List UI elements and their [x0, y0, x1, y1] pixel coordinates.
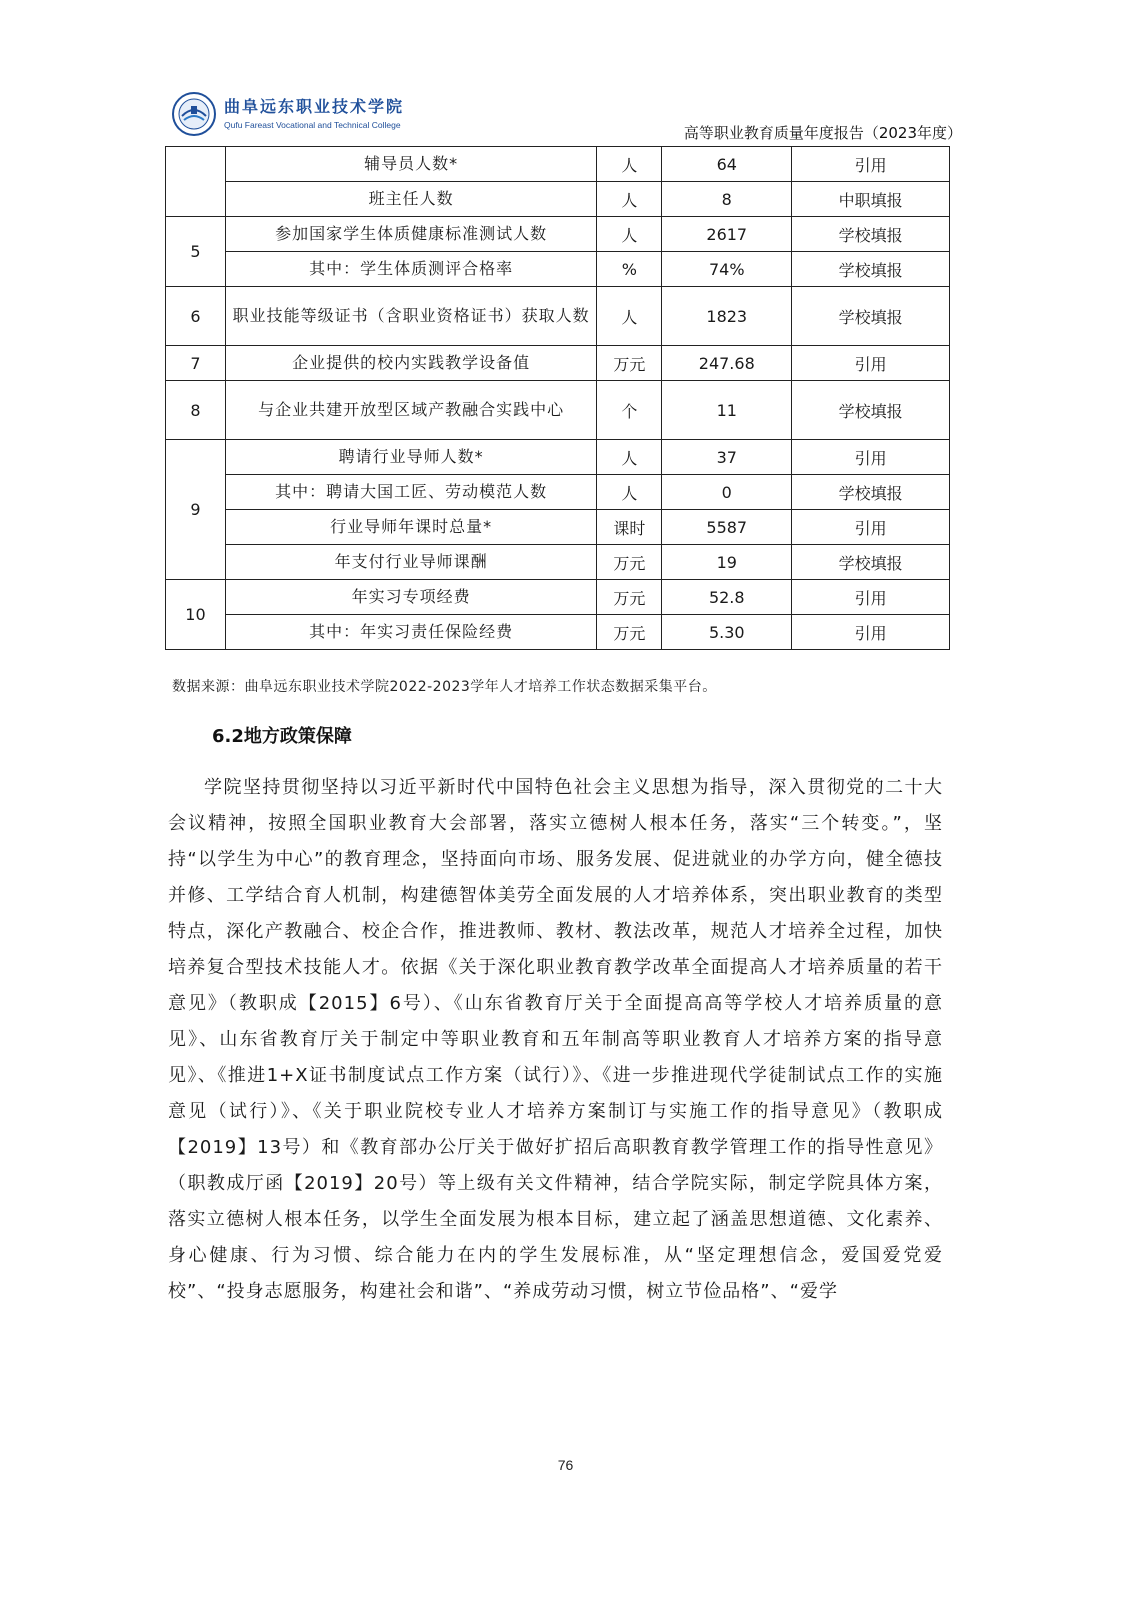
- row-number-cell: 10: [166, 580, 226, 650]
- row-number-cell: 8: [166, 381, 226, 440]
- source-cell: 引用: [792, 346, 950, 381]
- statistics-table: [165, 146, 950, 650]
- item-cell: 其中：学生体质测评合格率: [225, 252, 596, 287]
- value-cell: 52.8: [662, 580, 792, 615]
- college-name-en: Qufu Fareast Vocational and Technical College: [224, 120, 401, 130]
- unit-cell: 人: [597, 475, 662, 510]
- unit-cell: 万元: [597, 545, 662, 580]
- row-number-cell: [166, 147, 226, 217]
- table-row: [166, 147, 950, 182]
- row-number-cell: 9: [166, 440, 226, 580]
- source-cell: 学校填报: [792, 381, 950, 440]
- table-row: [166, 217, 950, 252]
- source-cell: 学校填报: [792, 252, 950, 287]
- unit-cell: %: [597, 252, 662, 287]
- item-cell: 年支付行业导师课酬: [225, 545, 596, 580]
- value-cell: 5.30: [662, 615, 792, 650]
- table-row: [166, 287, 950, 346]
- source-cell: 学校填报: [792, 287, 950, 346]
- item-cell: 辅导员人数*: [225, 147, 596, 182]
- value-cell: 37: [662, 440, 792, 475]
- data-source-note: 数据来源：曲阜远东职业技术学院2022-2023学年人才培养工作状态数据采集平台。: [172, 679, 717, 695]
- value-cell: 5587: [662, 510, 792, 545]
- item-cell: 其中：年实习责任保险经费: [225, 615, 596, 650]
- report-title: 高等职业教育质量年度报告（2023年度）: [683, 124, 962, 142]
- unit-cell: 万元: [597, 346, 662, 381]
- source-cell: 引用: [792, 147, 950, 182]
- table-row: [166, 440, 950, 475]
- item-cell: 年实习专项经费: [225, 580, 596, 615]
- value-cell: 74%: [662, 252, 792, 287]
- value-cell: 0: [662, 475, 792, 510]
- source-cell: 学校填报: [792, 217, 950, 252]
- table-row: [166, 182, 950, 217]
- unit-cell: 万元: [597, 580, 662, 615]
- source-cell: 引用: [792, 580, 950, 615]
- unit-cell: 个: [597, 381, 662, 440]
- college-name-cn: 曲阜远东职业技术学院: [224, 97, 405, 116]
- source-cell: 学校填报: [792, 475, 950, 510]
- unit-cell: 人: [597, 147, 662, 182]
- item-cell: 企业提供的校内实践教学设备值: [225, 346, 596, 381]
- section-heading: 6.2地方政策保障: [212, 726, 352, 747]
- item-cell: 班主任人数: [225, 182, 596, 217]
- body-paragraph: 学院坚持贯彻坚持以习近平新时代中国特色社会主义思想为指导，深入贯彻党的二十大会议精神，按照全国职业教育大会部署，落实立德树人根本任务，落实“三个转变。”，坚持“以学生为中心”的教育理念，坚持面向市场、服务发展、促进就业的办学方向，健全德技并修、工学结合育人机制，构建德智体美劳全面发展的人才培养体系，突出职业教育的类型特点，深化产教融合、校企合作，推进教师、教材、教法改革，规范人才培养全过程，加快培养复合型技术技能人才。依据《关于深化职业教育教学改革全面提高人才培养质量的若干意见》（教职成【2015】6号）、《山东省教育厅关于全面提高高等学校人才培养质量的意见》、山东省教育厅关于制定中等职业教育和五年制高等职业教育人才培养方案的指导意见》、《推进1+X证书制度试点工作方案（试行）》、《进一步推进现代学徒制试点工作的实施意见（试行）》、《关于职业院校专业人才培养方案制订与实施工作的指导意见》（教职成【2019】13号）和《教育部办公厅关于做好扩招后高职教育教学管理工作的指导性意见》（职教成厅函【2019】20号）等上级有关文件精神，结合学院实际，制定学院具体方案，落实立德树人根本任务，以学生全面发展为根本目标，建立起了涵盖思想道德、文化素养、身心健康、行为习惯、综合能力在内的学生发展标准，从“坚定理想信念，爱国爱党爱校”、“投身志愿服务，构建社会和谐”、“养成劳动习惯，树立节俭品格”、“爱学: [168, 777, 943, 1302]
- value-cell: 8: [662, 182, 792, 217]
- college-logo-icon: [172, 92, 216, 136]
- value-cell: 2617: [662, 217, 792, 252]
- unit-cell: 课时: [597, 510, 662, 545]
- table-row: [166, 580, 950, 615]
- value-cell: 247.68: [662, 346, 792, 381]
- table-row: [166, 545, 950, 580]
- value-cell: 1823: [662, 287, 792, 346]
- item-cell: 其中：聘请大国工匠、劳动模范人数: [225, 475, 596, 510]
- item-cell: 参加国家学生体质健康标准测试人数: [225, 217, 596, 252]
- source-cell: 学校填报: [792, 545, 950, 580]
- unit-cell: 人: [597, 217, 662, 252]
- source-cell: 引用: [792, 440, 950, 475]
- unit-cell: 人: [597, 182, 662, 217]
- source-cell: 引用: [792, 510, 950, 545]
- item-cell: 行业导师年课时总量*: [225, 510, 596, 545]
- unit-cell: 万元: [597, 615, 662, 650]
- table-row: [166, 475, 950, 510]
- table-row: [166, 381, 950, 440]
- row-number-cell: 6: [166, 287, 226, 346]
- table-row: [166, 510, 950, 545]
- value-cell: 11: [662, 381, 792, 440]
- row-number-cell: 5: [166, 217, 226, 287]
- item-cell: 与企业共建开放型区域产教融合实践中心: [225, 381, 596, 440]
- unit-cell: 人: [597, 287, 662, 346]
- source-cell: 中职填报: [792, 182, 950, 217]
- table-row: [166, 615, 950, 650]
- page-number: 76: [557, 1457, 574, 1473]
- row-number-cell: 7: [166, 346, 226, 381]
- table-row: [166, 346, 950, 381]
- value-cell: 19: [662, 545, 792, 580]
- value-cell: 64: [662, 147, 792, 182]
- unit-cell: 人: [597, 440, 662, 475]
- table-row: [166, 252, 950, 287]
- item-cell: 职业技能等级证书（含职业资格证书）获取人数: [225, 287, 596, 346]
- item-cell: 聘请行业导师人数*: [225, 440, 596, 475]
- source-cell: 引用: [792, 615, 950, 650]
- page-header: [172, 92, 962, 148]
